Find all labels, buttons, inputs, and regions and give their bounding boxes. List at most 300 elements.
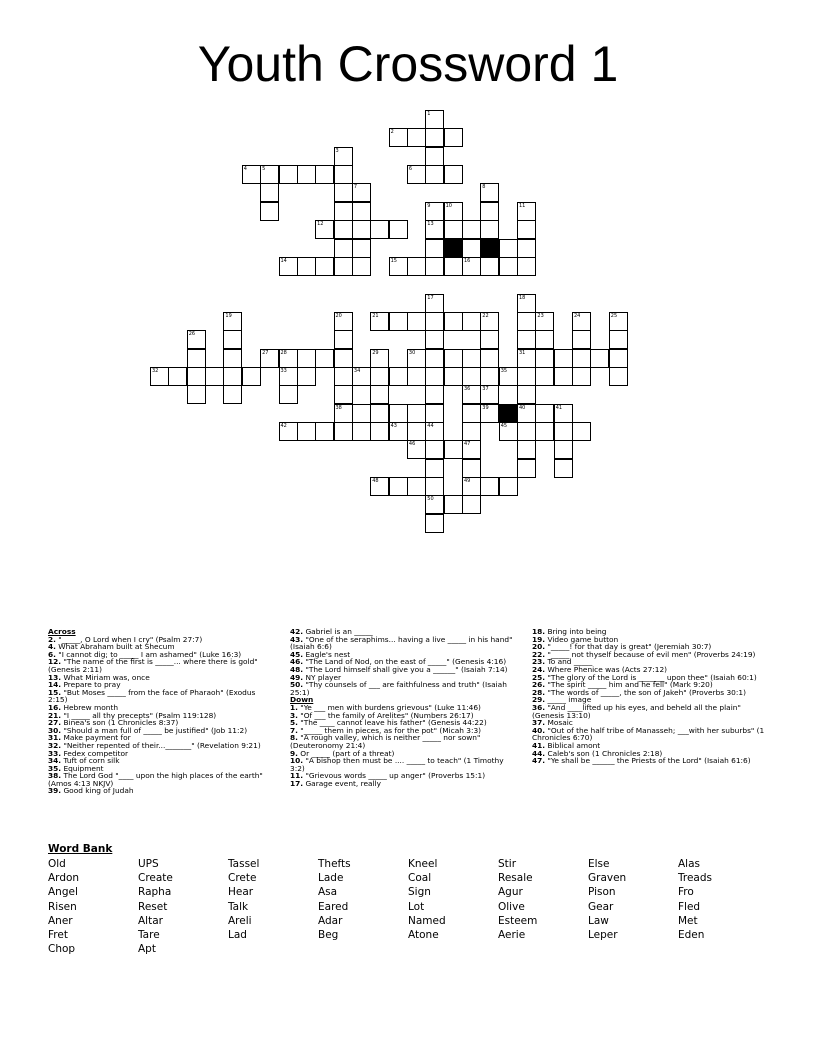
grid-cell[interactable] xyxy=(572,312,591,331)
grid-cell[interactable] xyxy=(480,312,499,331)
word-bank-word: UPS xyxy=(138,858,159,870)
grid-cell[interactable] xyxy=(425,202,444,221)
grid-cell[interactable] xyxy=(425,349,444,368)
clue-text: The Lord God "____ upon the high places of the earth" (Amos 4:13 NKJV) xyxy=(48,771,263,788)
grid-cell[interactable] xyxy=(572,330,591,349)
word-bank-word: Coal xyxy=(408,872,432,885)
grid-cell[interactable] xyxy=(480,220,499,239)
clue-text: "I _____ all thy precepts" (Psalm 119:128) xyxy=(61,710,217,720)
grid-cell[interactable] xyxy=(425,459,444,478)
grid-cell[interactable] xyxy=(334,239,353,258)
grid-cell[interactable] xyxy=(444,495,463,514)
word-bank-word: Chop xyxy=(48,943,76,956)
grid-cell[interactable] xyxy=(444,367,463,386)
grid-cell[interactable] xyxy=(480,385,499,404)
grid-cell[interactable] xyxy=(444,128,463,147)
grid-cell[interactable] xyxy=(205,367,224,386)
grid-cell[interactable] xyxy=(517,294,536,313)
grid-cell[interactable] xyxy=(370,422,389,441)
clue-number: 26 xyxy=(188,331,196,338)
clue-text: "Grievous words _____ up anger" (Proverbs 15:1) xyxy=(303,771,486,781)
grid-cell[interactable] xyxy=(279,385,298,404)
clue-number: 21. xyxy=(48,710,62,720)
clue-number: 50 xyxy=(427,496,434,503)
grid-cell[interactable] xyxy=(223,385,242,404)
clue-number: 11 xyxy=(519,202,526,209)
grid-cell[interactable] xyxy=(554,349,573,368)
grid-cell[interactable] xyxy=(480,330,499,349)
clue-number: 28 xyxy=(280,349,287,356)
clue-number: 49. xyxy=(290,672,304,682)
clue-number: 10. xyxy=(290,756,304,766)
clue-number: 1 xyxy=(427,111,431,117)
clue-number: 5 xyxy=(262,166,266,173)
grid-cell[interactable] xyxy=(334,183,353,202)
grid-cell[interactable] xyxy=(444,220,463,239)
grid-cell[interactable] xyxy=(223,349,242,368)
word-bank-word: Asa xyxy=(318,886,338,899)
grid-cell[interactable] xyxy=(242,367,261,386)
clue-text: To and _____ xyxy=(545,657,593,667)
grid-cell[interactable] xyxy=(535,330,554,349)
grid-cell[interactable] xyxy=(425,367,444,386)
grid-cell[interactable] xyxy=(444,257,463,276)
grid-cell[interactable] xyxy=(425,110,444,129)
clue-number: 28. xyxy=(532,687,546,697)
grid-cell[interactable] xyxy=(407,440,426,459)
grid-cell[interactable] xyxy=(223,312,242,331)
word-bank-word: Eden xyxy=(678,929,705,941)
clue-number: 11. xyxy=(290,771,304,781)
grid-cell[interactable] xyxy=(425,422,444,441)
clue-number: 36. xyxy=(532,702,546,712)
grid-cell[interactable] xyxy=(425,404,444,423)
grid-cell[interactable] xyxy=(352,257,371,276)
clue-number: 40 xyxy=(519,404,526,411)
grid-cell[interactable] xyxy=(480,349,499,368)
grid-cell[interactable] xyxy=(444,440,463,459)
grid-cell[interactable] xyxy=(535,312,554,331)
clue-number: 4 xyxy=(243,166,247,173)
grid-cell[interactable] xyxy=(297,422,316,441)
clue-number: 14. xyxy=(48,680,62,690)
grid-cell[interactable] xyxy=(535,349,554,368)
clue-number: 32. xyxy=(48,740,62,750)
grid-cell[interactable] xyxy=(370,312,389,331)
clue-number: 38 xyxy=(335,404,342,411)
clue-text: Gabriel is an _____ xyxy=(303,627,373,636)
clue-text: Where Phenice was (Acts 27:12) xyxy=(545,664,668,674)
word-bank-word: Fled xyxy=(678,900,701,913)
clue-number: 40. xyxy=(532,725,546,735)
clue xyxy=(290,636,518,651)
word-bank-title: Word Bank xyxy=(48,843,113,855)
clue-text: NY player xyxy=(303,672,342,682)
grid-cell[interactable] xyxy=(187,330,206,349)
grid-cell[interactable] xyxy=(334,422,353,441)
word-bank-word: Atone xyxy=(408,929,439,941)
grid-cell[interactable] xyxy=(334,202,353,221)
word-bank-word: Sign xyxy=(408,886,431,899)
grid-cell[interactable] xyxy=(425,239,444,258)
page-title: Youth Crossword 1 xyxy=(197,36,619,92)
grid-cell[interactable] xyxy=(260,165,279,184)
word-bank-word: Pison xyxy=(588,886,616,899)
clue-text: "Out of the half tribe of Manasseh; ___with her suburbs" (1 Chronicles 6:70) xyxy=(532,725,765,743)
grid-cell[interactable] xyxy=(609,349,628,368)
clue-number: 29. xyxy=(532,695,546,705)
grid-cell[interactable] xyxy=(370,220,389,239)
clue-number: 12. xyxy=(48,657,62,667)
grid-cell[interactable] xyxy=(389,257,408,276)
grid-cell[interactable] xyxy=(517,312,536,331)
grid-cell[interactable] xyxy=(462,385,481,404)
grid-cell[interactable] xyxy=(187,367,206,386)
grid-cell[interactable] xyxy=(260,349,279,368)
word-bank-word: Gear xyxy=(588,900,614,913)
clue-text: Eagle's nest xyxy=(303,649,351,659)
clue-number: 42 xyxy=(280,423,287,429)
grid-cell[interactable] xyxy=(480,404,499,423)
grid-cell[interactable] xyxy=(389,220,408,239)
grid-cell[interactable] xyxy=(150,367,169,386)
clue-text: Make payment for xyxy=(61,733,131,743)
grid-cell[interactable] xyxy=(297,257,316,276)
grid-cell[interactable] xyxy=(279,349,298,368)
clue xyxy=(290,780,518,788)
grid-cell[interactable] xyxy=(260,183,279,202)
grid-cell[interactable] xyxy=(187,349,206,368)
grid-cell[interactable] xyxy=(462,495,481,514)
grid-cell[interactable] xyxy=(370,385,389,404)
clues-column-2 xyxy=(290,628,518,787)
grid-cell[interactable] xyxy=(297,367,316,386)
clue-text: Video game button xyxy=(545,634,619,644)
clue-number: 38. xyxy=(48,771,62,781)
word-bank-word: Lad xyxy=(228,929,247,941)
word-bank-word: Apt xyxy=(138,943,156,956)
grid-cell[interactable] xyxy=(517,385,536,404)
grid-cell[interactable] xyxy=(425,477,444,496)
grid-cell[interactable] xyxy=(517,440,536,459)
clue-number: 22 xyxy=(482,312,489,319)
grid-cell[interactable] xyxy=(444,202,463,221)
grid-cell[interactable] xyxy=(499,257,518,276)
word-bank-word: Beg xyxy=(318,929,339,941)
clue-number: 30. xyxy=(48,725,62,735)
grid-cell[interactable] xyxy=(462,239,481,258)
grid-cell[interactable] xyxy=(352,183,371,202)
grid-cell[interactable] xyxy=(279,257,298,276)
clue-number: 35 xyxy=(500,367,508,374)
grid-cell[interactable] xyxy=(462,349,481,368)
clue-text: "The spirit _____ him and he fell" (Mark 9:20) xyxy=(545,680,713,690)
grid-cell[interactable] xyxy=(242,165,261,184)
grid-cell[interactable] xyxy=(352,202,371,221)
clue-text: "Thy counsels of ___ are faithfulness and truth" (Isaiah 25:1) xyxy=(290,680,507,697)
clue-number: 24. xyxy=(532,664,546,674)
grid-cell[interactable] xyxy=(223,330,242,349)
clue-number: 41 xyxy=(555,404,563,411)
grid-cell[interactable] xyxy=(462,422,481,441)
clue xyxy=(48,772,272,787)
grid-cell[interactable] xyxy=(572,422,591,441)
grid-cell[interactable] xyxy=(315,165,334,184)
grid-cell[interactable] xyxy=(279,422,298,441)
word-bank-word: Met xyxy=(678,914,698,927)
grid-cell[interactable] xyxy=(480,183,499,202)
grid-cell[interactable] xyxy=(315,257,334,276)
grid-cell[interactable] xyxy=(517,220,536,239)
down-clue-list xyxy=(290,704,518,788)
grid-cell[interactable] xyxy=(279,165,298,184)
grid-cell[interactable] xyxy=(407,257,426,276)
clue-text: "A bishop then must be .... _____ to teach" (1 Timothy 3:2) xyxy=(290,756,504,773)
word-bank-word: Lot xyxy=(408,900,425,913)
grid-cell[interactable] xyxy=(260,202,279,221)
grid-cell[interactable] xyxy=(499,239,518,258)
clue-text: Or _____ (part of a threat) xyxy=(297,748,395,758)
grid-cell[interactable] xyxy=(425,385,444,404)
grid-cell[interactable] xyxy=(334,330,353,349)
clue-text: Mosaic xyxy=(545,718,573,728)
clue-text: "Of ___ the family of Arelites" (Numbers 26:17) xyxy=(297,710,474,720)
grid-cell[interactable] xyxy=(425,495,444,514)
grid-cell[interactable] xyxy=(334,385,353,404)
grid-cell[interactable] xyxy=(407,349,426,368)
clue-number: 6 xyxy=(408,166,413,173)
grid-cell[interactable] xyxy=(499,367,518,386)
grid-cell[interactable] xyxy=(334,220,353,239)
clue-text: What Abraham built at Shecum xyxy=(55,642,175,652)
clue xyxy=(532,757,772,765)
grid-cell[interactable] xyxy=(444,312,463,331)
grid-cell[interactable] xyxy=(389,404,408,423)
clue-text: _____ image xyxy=(545,695,592,705)
clue-number: 16 xyxy=(464,257,471,264)
word-bank-word: Law xyxy=(588,914,609,927)
grid-cell[interactable] xyxy=(425,147,444,166)
clue-number: 9. xyxy=(290,748,298,758)
grid-cell[interactable] xyxy=(425,165,444,184)
grid-cell[interactable] xyxy=(334,349,353,368)
grid-cell[interactable] xyxy=(609,367,628,386)
grid-cell[interactable] xyxy=(370,367,389,386)
grid-cell[interactable] xyxy=(554,404,573,423)
grid-cell[interactable] xyxy=(517,459,536,478)
grid-cell[interactable] xyxy=(223,367,242,386)
clue-number: 17. xyxy=(290,778,304,788)
clue-number: 39 xyxy=(482,404,489,411)
grid-cell[interactable] xyxy=(462,257,481,276)
grid-cell[interactable] xyxy=(168,367,187,386)
grid-cell[interactable] xyxy=(462,220,481,239)
grid-cell[interactable] xyxy=(535,422,554,441)
clue xyxy=(290,734,518,749)
clue-text: "The ____ cannot leave his father" (Genesis 44:22) xyxy=(297,718,487,728)
clue xyxy=(290,681,518,696)
grid-cell[interactable] xyxy=(462,404,481,423)
grid-cell[interactable] xyxy=(517,330,536,349)
clue xyxy=(48,787,272,795)
grid-cell[interactable] xyxy=(462,312,481,331)
clue-number: 35. xyxy=(48,763,62,773)
grid-cell[interactable] xyxy=(407,312,426,331)
word-bank-word: Kneel xyxy=(408,858,438,870)
grid-cell[interactable] xyxy=(389,312,408,331)
grid-cell[interactable] xyxy=(462,477,481,496)
grid-cell[interactable] xyxy=(499,422,518,441)
clue-number: 16. xyxy=(48,702,62,712)
clue-text: "The glory of the Lord is _______ upon thee" (Isaiah 60:1) xyxy=(545,672,757,682)
grid-cell[interactable] xyxy=(572,367,591,386)
grid-cell[interactable] xyxy=(334,404,353,423)
across-clue-list-continued xyxy=(290,628,518,696)
grid-cell[interactable] xyxy=(517,202,536,221)
grid-cell[interactable] xyxy=(425,128,444,147)
clue-number: 44. xyxy=(532,748,546,758)
clue-number: 22. xyxy=(532,649,546,659)
grid-cell[interactable] xyxy=(425,330,444,349)
grid-cell[interactable] xyxy=(480,477,499,496)
grid-cell[interactable] xyxy=(352,367,371,386)
grid-cell[interactable] xyxy=(554,440,573,459)
grid-cell[interactable] xyxy=(407,404,426,423)
grid-cell[interactable] xyxy=(535,367,554,386)
clue-number: 2. xyxy=(48,634,56,644)
across-clue-list xyxy=(48,636,272,795)
grid-cell[interactable] xyxy=(554,422,573,441)
clue-text: "The name of the first is _____... where there is gold" (Genesis 2:11) xyxy=(48,657,258,674)
grid-cell[interactable] xyxy=(370,477,389,496)
clue-number: 17 xyxy=(427,294,434,301)
grid-cell[interactable] xyxy=(352,404,371,423)
clue-number: 27 xyxy=(262,349,269,356)
grid-cell[interactable] xyxy=(297,349,316,368)
clue-number: 34 xyxy=(353,367,361,374)
word-bank-word: Olive xyxy=(498,900,525,913)
grid-cell[interactable] xyxy=(315,422,334,441)
grid-cell[interactable] xyxy=(517,239,536,258)
grid-cell[interactable] xyxy=(389,367,408,386)
clue-number: 19. xyxy=(532,634,546,644)
grid-cell[interactable] xyxy=(334,257,353,276)
grid-cell[interactable] xyxy=(462,440,481,459)
clue-number: 8 xyxy=(482,184,486,191)
down-heading: Down xyxy=(290,695,314,705)
grid-cell[interactable] xyxy=(517,367,536,386)
word-bank-word: Aerie xyxy=(498,929,526,941)
grid-cell[interactable] xyxy=(590,349,609,368)
grid-cell[interactable] xyxy=(315,220,334,239)
grid-cell[interactable] xyxy=(334,367,353,386)
grid-cell[interactable] xyxy=(609,312,628,331)
grid-cell[interactable] xyxy=(407,128,426,147)
grid-cell[interactable] xyxy=(572,349,591,368)
clue-number: 13. xyxy=(48,672,62,682)
grid-cell[interactable] xyxy=(407,422,426,441)
grid-cell[interactable] xyxy=(425,514,444,533)
grid-cell[interactable] xyxy=(480,367,499,386)
grid-cell[interactable] xyxy=(370,349,389,368)
grid-cell[interactable] xyxy=(334,312,353,331)
grid-cell[interactable] xyxy=(407,165,426,184)
grid-cell[interactable] xyxy=(352,220,371,239)
clue xyxy=(532,727,772,742)
grid-cell[interactable] xyxy=(425,312,444,331)
clue-text: Equipment xyxy=(61,763,104,773)
clue-text: "_____! for that day is great" (Jeremiah 30:7) xyxy=(545,642,712,652)
grid-cell[interactable] xyxy=(315,349,334,368)
clue-number: 15. xyxy=(48,687,62,697)
grid-cell[interactable] xyxy=(352,239,371,258)
grid-cell[interactable] xyxy=(389,128,408,147)
grid-cell[interactable] xyxy=(352,422,371,441)
word-bank-word: Graven xyxy=(588,872,627,885)
grid-cell[interactable] xyxy=(444,349,463,368)
word-bank-word: Eared xyxy=(318,900,349,913)
grid-cell[interactable] xyxy=(370,404,389,423)
grid-cell[interactable] xyxy=(389,477,408,496)
clue-number: 2 xyxy=(390,129,394,136)
grid-cell[interactable] xyxy=(554,459,573,478)
clue-number: 25. xyxy=(532,672,546,682)
grid-cell[interactable] xyxy=(535,404,554,423)
word-bank-word: Crete xyxy=(228,872,257,885)
clue-text: "But Moses _____ from the face of Pharaoh" (Exodus 2:15) xyxy=(48,687,256,705)
word-bank-word: Tassel xyxy=(228,858,260,870)
grid-cell[interactable] xyxy=(297,165,316,184)
grid-cell[interactable] xyxy=(334,165,353,184)
clue-number: 9 xyxy=(427,202,431,209)
clue-number: 15 xyxy=(390,257,397,264)
clue-text: Caleb's son (1 Chronicles 2:18) xyxy=(545,748,663,758)
clue-text: "_____, O Lord when I cry" (Psalm 27:7) xyxy=(55,634,203,644)
grid-cell[interactable] xyxy=(517,404,536,423)
grid-cell[interactable] xyxy=(425,294,444,313)
grid-cell[interactable] xyxy=(517,257,536,276)
grid-cell[interactable] xyxy=(499,477,518,496)
grid-cell[interactable] xyxy=(444,165,463,184)
grid-cell[interactable] xyxy=(609,330,628,349)
grid-cell[interactable] xyxy=(425,440,444,459)
clue-number: 39. xyxy=(48,786,62,796)
grid-cell[interactable] xyxy=(425,257,444,276)
grid-cell[interactable] xyxy=(480,202,499,221)
grid-cell[interactable] xyxy=(480,257,499,276)
clue-number: 27. xyxy=(48,718,62,728)
grid-cell[interactable] xyxy=(334,147,353,166)
word-bank-word: Treads xyxy=(678,872,712,885)
grid-cell[interactable] xyxy=(279,367,298,386)
grid-cell[interactable] xyxy=(462,459,481,478)
clue-number: 24 xyxy=(574,312,581,319)
grid-cell[interactable] xyxy=(407,367,426,386)
grid-cell[interactable] xyxy=(389,422,408,441)
grid-cell[interactable] xyxy=(407,477,426,496)
grid-cell[interactable] xyxy=(425,220,444,239)
grid-cell[interactable] xyxy=(517,422,536,441)
word-bank-word: Angel xyxy=(48,886,78,899)
grid-cell[interactable] xyxy=(187,385,206,404)
clue-text: "The words of _____, the son of Jakeh" (Proverbs 30:1) xyxy=(545,687,746,697)
grid-cell[interactable] xyxy=(554,367,573,386)
clue-text: Tuft of corn silk xyxy=(61,756,120,766)
grid-cell[interactable] xyxy=(517,349,536,368)
clue-number: 1. xyxy=(290,702,298,712)
clue-number: 3 xyxy=(335,147,339,154)
clue-number: 8. xyxy=(290,733,298,743)
